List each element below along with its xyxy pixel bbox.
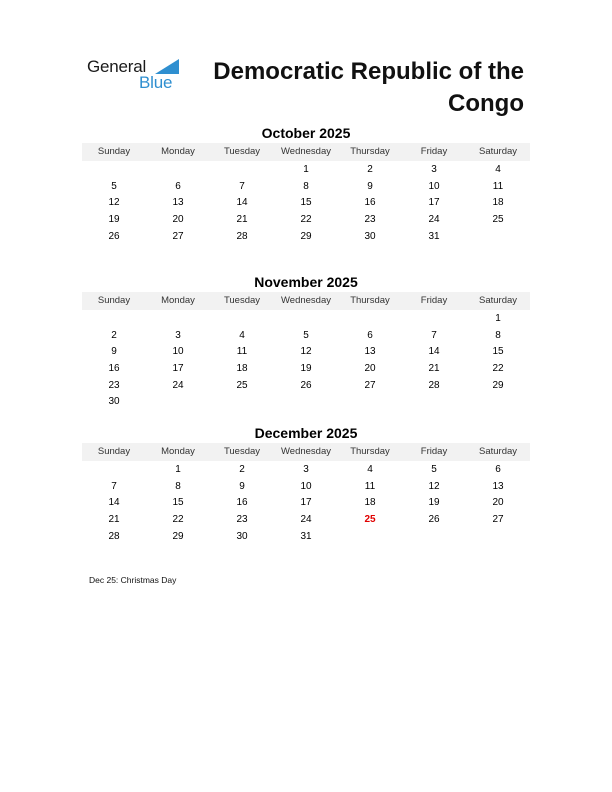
weekday-label: Friday bbox=[420, 295, 448, 306]
weekday-label: Thursday bbox=[350, 295, 390, 306]
day-cell: 30 bbox=[364, 230, 376, 242]
day-cell: 6 bbox=[367, 329, 373, 341]
day-cell: 24 bbox=[428, 214, 440, 226]
empty-day-cell bbox=[338, 529, 402, 546]
empty-day-cell bbox=[82, 162, 146, 179]
day-cell: 21 bbox=[428, 363, 440, 375]
week-row bbox=[82, 328, 530, 345]
weekday-label: Tuesday bbox=[223, 446, 261, 457]
empty-day-cell bbox=[82, 311, 146, 328]
day-cell: 17 bbox=[300, 497, 312, 509]
week-row bbox=[82, 179, 530, 196]
week-row bbox=[82, 212, 530, 229]
weekday-header bbox=[82, 443, 530, 461]
day-cell: 27 bbox=[172, 230, 184, 242]
week-row bbox=[82, 462, 530, 479]
empty-day-cell bbox=[338, 394, 402, 411]
day-cell: 4 bbox=[239, 329, 245, 341]
day-cell: 6 bbox=[495, 464, 501, 475]
day-cell: 26 bbox=[300, 379, 312, 391]
day-cell: 26 bbox=[108, 230, 120, 242]
day-cell: 19 bbox=[108, 214, 120, 226]
day-cell: 27 bbox=[364, 379, 376, 391]
empty-day-cell bbox=[402, 394, 466, 411]
day-cell: 1 bbox=[303, 164, 309, 175]
week-row bbox=[82, 479, 530, 496]
week-row bbox=[82, 378, 530, 395]
day-cell: 7 bbox=[431, 329, 437, 341]
month-december bbox=[82, 424, 530, 545]
month-november bbox=[82, 273, 530, 411]
day-cell: 30 bbox=[108, 396, 120, 408]
day-cell: 6 bbox=[175, 180, 181, 192]
day-cell: 24 bbox=[172, 379, 184, 391]
day-cell: 16 bbox=[108, 363, 120, 375]
weekday-label: Saturday bbox=[478, 295, 518, 306]
day-cell: 22 bbox=[492, 363, 504, 375]
day-cell: 15 bbox=[172, 497, 184, 509]
day-cell: 3 bbox=[303, 464, 309, 475]
month-october bbox=[82, 124, 530, 245]
day-cell: 18 bbox=[236, 363, 248, 375]
day-cell: 31 bbox=[300, 530, 312, 542]
day-cell: 13 bbox=[492, 480, 504, 492]
day-cell: 2 bbox=[239, 464, 245, 475]
month-days bbox=[82, 161, 530, 245]
day-cell: 28 bbox=[108, 530, 120, 542]
day-cell: 29 bbox=[172, 530, 184, 542]
empty-day-cell bbox=[274, 311, 338, 328]
weekday-label: Saturday bbox=[478, 146, 518, 157]
day-cell: 23 bbox=[236, 514, 248, 526]
empty-day-cell bbox=[338, 311, 402, 328]
empty-day-cell bbox=[466, 229, 530, 246]
day-cell: 22 bbox=[172, 514, 184, 526]
day-cell: 28 bbox=[428, 379, 440, 391]
day-cell: 22 bbox=[300, 214, 312, 226]
day-cell: 21 bbox=[236, 214, 248, 226]
day-cell: 12 bbox=[428, 480, 440, 492]
month-days bbox=[82, 310, 530, 411]
day-cell: 26 bbox=[428, 514, 440, 526]
day-cell: 1 bbox=[175, 464, 181, 475]
day-cell: 17 bbox=[172, 363, 184, 375]
empty-day-cell bbox=[210, 311, 274, 328]
empty-day-cell bbox=[402, 311, 466, 328]
weekday-header bbox=[82, 292, 530, 310]
day-cell: 13 bbox=[172, 197, 184, 209]
day-cell: 21 bbox=[108, 514, 120, 526]
page-title: Democratic Republic of the Congo bbox=[213, 58, 524, 117]
day-cell: 14 bbox=[236, 197, 248, 209]
logo-text-general: General bbox=[87, 57, 147, 76]
day-cell: 9 bbox=[111, 346, 117, 358]
day-cell: 2 bbox=[111, 329, 117, 341]
day-cell: 3 bbox=[175, 329, 181, 341]
week-row bbox=[82, 195, 530, 212]
week-row bbox=[82, 344, 530, 361]
weekday-label: Wednesday bbox=[281, 446, 331, 457]
empty-day-cell bbox=[210, 162, 274, 179]
day-cell: 14 bbox=[108, 497, 120, 509]
week-row bbox=[82, 162, 530, 179]
day-cell: 20 bbox=[172, 214, 184, 226]
logo-text-blue: Blue bbox=[139, 73, 173, 92]
week-row bbox=[82, 361, 530, 378]
week-row bbox=[82, 512, 530, 529]
day-cell: 7 bbox=[111, 480, 117, 492]
weekday-label: Thursday bbox=[350, 446, 390, 457]
day-cell: 13 bbox=[364, 346, 376, 358]
weekday-label: Sunday bbox=[97, 446, 131, 457]
day-cell: 28 bbox=[236, 230, 248, 242]
weekday-header bbox=[82, 143, 530, 161]
empty-day-cell bbox=[466, 529, 530, 546]
day-cell: 8 bbox=[495, 329, 501, 341]
day-cell: 9 bbox=[367, 180, 373, 192]
empty-day-cell bbox=[402, 529, 466, 546]
empty-day-cell bbox=[210, 394, 274, 411]
weekday-label: Sunday bbox=[97, 295, 131, 306]
holiday-day-cell: 25 bbox=[364, 514, 376, 526]
day-cell: 31 bbox=[428, 230, 440, 242]
week-row bbox=[82, 394, 530, 411]
day-cell: 10 bbox=[300, 480, 312, 492]
day-cell: 29 bbox=[300, 230, 312, 242]
empty-day-cell bbox=[274, 394, 338, 411]
empty-day-cell bbox=[82, 462, 146, 479]
day-cell: 1 bbox=[495, 313, 501, 324]
day-cell: 27 bbox=[492, 514, 504, 526]
day-cell: 10 bbox=[172, 346, 184, 358]
day-cell: 11 bbox=[364, 480, 376, 492]
month-title: November 2025 bbox=[254, 274, 358, 290]
day-cell: 25 bbox=[492, 214, 504, 226]
day-cell: 18 bbox=[492, 197, 504, 209]
day-cell: 29 bbox=[492, 379, 504, 391]
weekday-label: Wednesday bbox=[281, 295, 331, 306]
day-cell: 5 bbox=[431, 464, 437, 475]
day-cell: 25 bbox=[236, 379, 248, 391]
day-cell: 12 bbox=[300, 346, 312, 358]
day-cell: 7 bbox=[239, 180, 245, 192]
empty-day-cell bbox=[146, 162, 210, 179]
day-cell: 11 bbox=[492, 180, 504, 192]
day-cell: 19 bbox=[300, 363, 312, 375]
day-cell: 15 bbox=[300, 197, 312, 209]
day-cell: 24 bbox=[300, 514, 312, 526]
weekday-label: Tuesday bbox=[223, 295, 261, 306]
month-days bbox=[82, 461, 530, 545]
day-cell: 8 bbox=[303, 180, 309, 192]
holiday-note: Dec 25: Christmas Day bbox=[89, 575, 177, 585]
weekday-label: Wednesday bbox=[281, 146, 331, 157]
day-cell: 30 bbox=[236, 530, 248, 542]
day-cell: 9 bbox=[239, 480, 245, 492]
day-cell: 14 bbox=[428, 346, 440, 358]
weekday-label: Monday bbox=[161, 146, 195, 157]
month-title: October 2025 bbox=[261, 125, 351, 141]
day-cell: 19 bbox=[428, 497, 440, 509]
week-row bbox=[82, 229, 530, 246]
day-cell: 11 bbox=[236, 346, 248, 358]
empty-day-cell bbox=[466, 394, 530, 411]
weekday-label: Monday bbox=[161, 295, 195, 306]
day-cell: 5 bbox=[303, 329, 309, 341]
day-cell: 5 bbox=[111, 180, 117, 192]
day-cell: 2 bbox=[367, 164, 373, 175]
weekday-label: Friday bbox=[420, 146, 448, 157]
day-cell: 18 bbox=[364, 497, 376, 509]
logo bbox=[87, 56, 182, 94]
week-row bbox=[82, 311, 530, 328]
day-cell: 23 bbox=[364, 214, 376, 226]
day-cell: 20 bbox=[492, 497, 504, 509]
day-cell: 12 bbox=[108, 197, 120, 209]
weekday-label: Tuesday bbox=[223, 146, 261, 157]
weekday-label: Monday bbox=[161, 446, 195, 457]
day-cell: 4 bbox=[495, 164, 501, 175]
day-cell: 4 bbox=[367, 464, 373, 475]
week-row bbox=[82, 495, 530, 512]
day-cell: 8 bbox=[175, 480, 181, 492]
weekday-label: Saturday bbox=[478, 446, 518, 457]
weekday-label: Thursday bbox=[350, 146, 390, 157]
day-cell: 10 bbox=[428, 180, 440, 192]
day-cell: 20 bbox=[364, 363, 376, 375]
weekday-label: Sunday bbox=[97, 146, 131, 157]
day-cell: 23 bbox=[108, 379, 120, 391]
week-row bbox=[82, 529, 530, 546]
day-cell: 16 bbox=[364, 197, 376, 209]
day-cell: 15 bbox=[492, 346, 504, 358]
month-title: December 2025 bbox=[254, 425, 358, 441]
day-cell: 17 bbox=[428, 197, 440, 209]
day-cell: 16 bbox=[236, 497, 248, 509]
weekday-label: Friday bbox=[420, 446, 448, 457]
empty-day-cell bbox=[146, 311, 210, 328]
empty-day-cell bbox=[146, 394, 210, 411]
day-cell: 3 bbox=[431, 164, 437, 175]
